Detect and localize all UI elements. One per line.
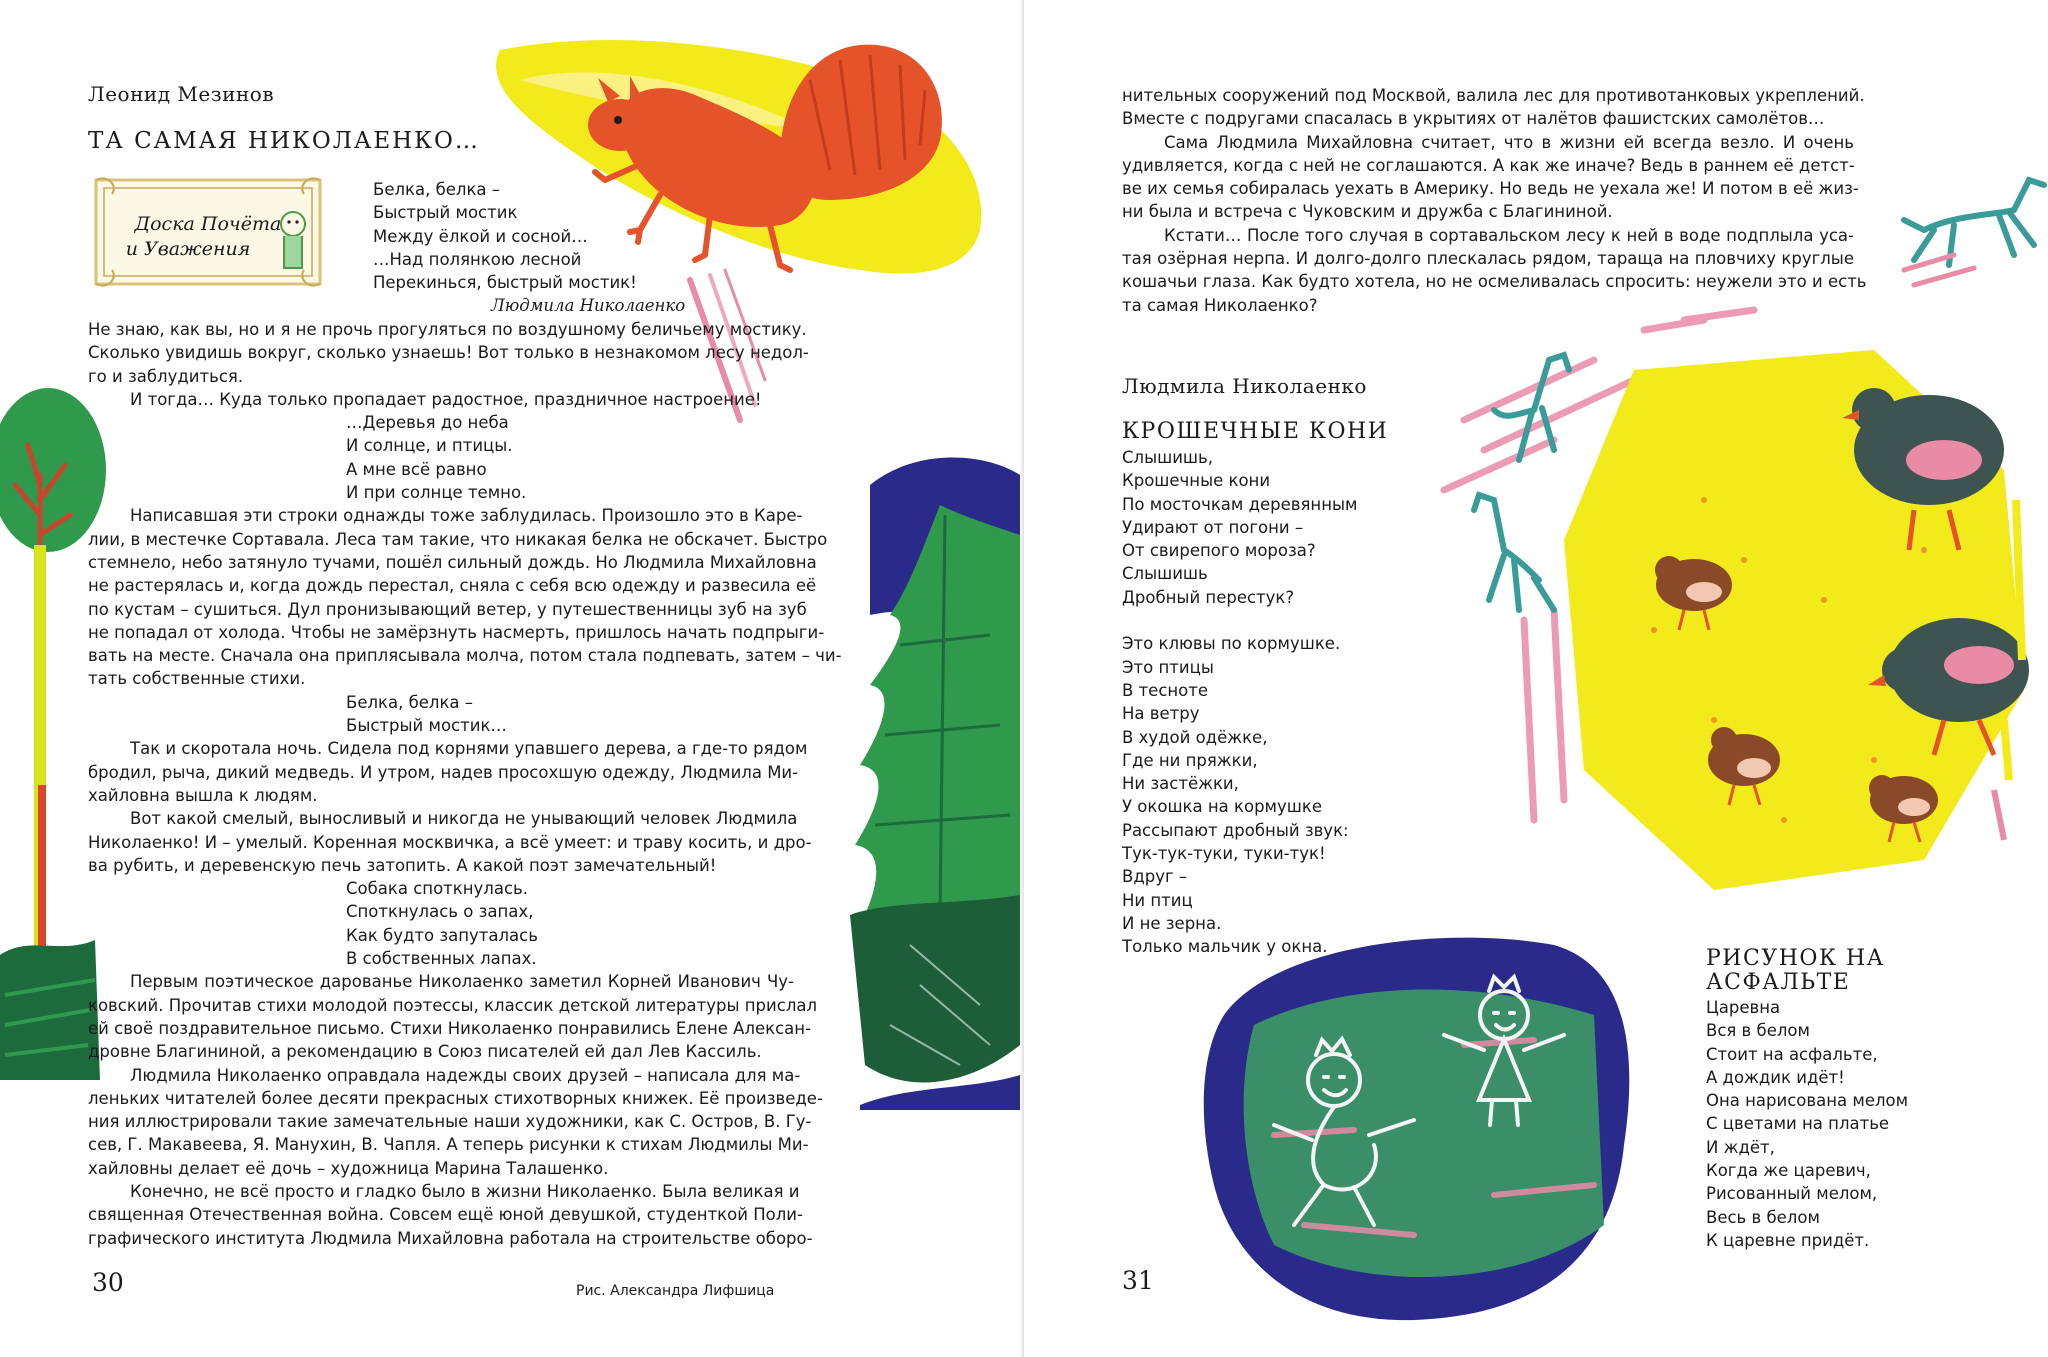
text-line: Так и скоротала ночь. Сидела под корнями упавшего дерева, а где-то рядом xyxy=(130,739,808,759)
poem-line: Ни застёжки, xyxy=(1122,774,1239,794)
poem-line: Рассыпают дробный звук: xyxy=(1122,820,1349,840)
text-line: Сколько увидишь вокруг, сколько узнаешь! Вот только в незнакомом лесу недол- xyxy=(88,343,809,363)
text-line: бродил, рыча, дикий медведь. И утром, надев просохшую одежду, Людмила Ми- xyxy=(88,762,799,782)
honor-board-badge xyxy=(88,172,328,292)
text-line: Не знаю, как вы, но и я не прочь прогуляться по воздушному беличьему мостику. xyxy=(88,320,807,339)
poem-asphalt-drawing xyxy=(1706,996,1908,1252)
quoted-poem-line: А мне всё равно xyxy=(346,459,487,479)
poem-line: Это клювы по кормушке. xyxy=(1122,634,1341,654)
article-body-continued xyxy=(1122,84,1867,317)
birds-feeder-illustration xyxy=(1404,300,2029,910)
text-line: хайловны делает её дочь – художница Марина Талашенко. xyxy=(88,1158,609,1178)
text-line: Вот какой смелый, выносливый и никогда не унывающий человек Людмила xyxy=(130,809,798,829)
right-page xyxy=(1024,0,2048,1357)
text-line: не растерялась и, когда дождь перестал, сняла с себя всю одежду и развесила её xyxy=(88,576,817,596)
epigraph-line: Белка, белка – xyxy=(373,180,501,199)
poem-line: К царевне придёт. xyxy=(1706,1230,1870,1250)
dark-undergrowth xyxy=(850,895,1020,1082)
text-line: Написавшая эти строки однажды тоже заблудилась. Произошло это в Каре- xyxy=(130,506,803,526)
text-line: Сама Людмила Михайловна считает, что в жизни ей всегда везло. И очень xyxy=(1164,132,1854,152)
epigraph-line: Между ёлкой и сосной… xyxy=(373,226,588,246)
page-number: 30 xyxy=(92,1268,124,1297)
text-line: лии, в местечке Сортавала. Леса там такие, что никакая белка не обскачет. Быстро xyxy=(88,529,828,549)
text-line: Кстати… После того случая в сортавальском лесу к ней в воде подплыла уса- xyxy=(1164,225,1854,245)
text-line: сев, Г. Макавеева, Я. Манухин, В. Чапля. А теперь рисунки к стихам Людмилы Ми- xyxy=(88,1135,809,1155)
text-line: не попадал от холода. Чтобы не замёрзнуть насмерть, пришлось начать подпрыги- xyxy=(88,622,825,642)
poem-line xyxy=(1122,609,1357,632)
article-title: ТА САМАЯ НИКОЛАЕНКО… xyxy=(88,128,480,154)
quoted-poem-line: И солнце, и птицы. xyxy=(346,436,513,456)
text-line: ва рубить, и деревенскую печь затопить. А какой поэт замечательный! xyxy=(88,855,717,875)
text-line: Людмила Николаенко оправдала надежды своих друзей – написала для ма- xyxy=(130,1065,801,1085)
honor-board-line-2: и Уважения xyxy=(125,238,251,260)
text-line: тать собственные стихи. xyxy=(88,669,306,689)
poem-line: Это птицы xyxy=(1122,657,1214,677)
quoted-poem-line: Быстрый мостик… xyxy=(346,716,507,736)
honor-board-line-1: Доска Почёта xyxy=(134,213,282,235)
poem-title-asphalt-drawing xyxy=(1706,947,1885,995)
quoted-poem-line: Как будто запуталась xyxy=(346,925,538,945)
text-line: удивляется, когда с ней не соглашаются. А как же иначе? Ведь в раннем её детст- xyxy=(1122,155,1855,175)
text-line: кошачьи глаза. Как будто хотела, но не осмеливалась спросить: неужели это и есть xyxy=(1122,272,1867,292)
poem-line: На ветру xyxy=(1122,704,1200,724)
quoted-poem-line: В собственных лапах. xyxy=(346,949,537,969)
poem-line: И ждёт, xyxy=(1706,1137,1775,1157)
epigraph-line: …Над полянкою лесной xyxy=(373,249,582,269)
poem-line: Когда же царевич, xyxy=(1706,1161,1871,1181)
poem-line: Рисованный мелом, xyxy=(1706,1184,1878,1204)
article-body xyxy=(88,318,842,1250)
poem-line: Где ни пряжки, xyxy=(1122,750,1258,770)
text-line: Первым поэтическое дарованье Николаенко заметил Корней Иванович Чу- xyxy=(130,972,794,992)
poem-line: В худой одёжке, xyxy=(1122,727,1268,747)
text-line: ния иллюстрировали такие замечательные наши художники, как С. Остров, В. Гу- xyxy=(88,1112,812,1132)
poem-line: Вдруг – xyxy=(1122,867,1188,887)
poem-line: Весь в белом xyxy=(1706,1207,1820,1227)
text-line: ни была и встреча с Чуковским и дружба с Благининой. xyxy=(1122,202,1613,222)
text-line: та самая Николаенко? xyxy=(1122,295,1318,315)
poem-title-line: РИСУНОК НА xyxy=(1706,946,1885,971)
text-line: Конечно, не всё просто и гладко было в жизни Николаенко. Была великая и xyxy=(130,1181,800,1201)
poem-line: Стоит на асфальте, xyxy=(1706,1044,1878,1064)
poem-line: С цветами на платье xyxy=(1706,1114,1890,1134)
text-line: ей своё поздравительное письмо. Стихи Николаенко понравились Елене Алексан- xyxy=(88,1018,812,1038)
poem-line: Только мальчик у окна. xyxy=(1122,937,1328,957)
quoted-poem-line: …Деревья до неба xyxy=(346,413,509,433)
poem-line: Удирают от погони – xyxy=(1122,517,1304,537)
text-line: ковский. Прочитав стихи молодой поэтессы, классик детской литературы прислал xyxy=(88,995,818,1015)
quoted-poem-line: Споткнулась о запах, xyxy=(346,902,534,922)
quoted-poem-line: И при солнце темно. xyxy=(346,483,527,503)
article-author: Леонид Мезинов xyxy=(88,82,275,106)
poem-title-line: АСФАЛЬТЕ xyxy=(1706,970,1851,995)
text-line: Вместе с подругами спасалась в укрытиях от налётов фашистских самолётов… xyxy=(1122,109,1825,129)
poet-name: Людмила Николаенко xyxy=(1122,374,1367,398)
poem-line: Слышишь xyxy=(1122,564,1208,584)
text-line: вать на месте. Сначала она приплясывала молча, потом стала подпевать, затем – чи- xyxy=(88,646,842,666)
poem-line: А дождик идёт! xyxy=(1706,1067,1845,1087)
poem-line: От свирепого мороза? xyxy=(1122,541,1316,561)
quoted-poem-line: Собака споткнулась. xyxy=(346,879,529,899)
text-line: хайловна вышла к людям. xyxy=(88,785,318,805)
horse-top-illustration xyxy=(1894,160,2048,290)
poem-line: Царевна xyxy=(1706,998,1781,1017)
text-line: Николаенко! И – умелый. Коренная москвичка, а всё умеет: и траву косить, и дро- xyxy=(88,832,812,852)
poem-line: Ни птиц xyxy=(1122,890,1193,910)
text-line: ве их семья собиралась уехать в Америку. Но ведь не уехала же! И потом в её жиз- xyxy=(1122,179,1859,199)
epigraph-author: Людмила Николаенко xyxy=(491,296,686,316)
epigraph-line: Быстрый мостик xyxy=(373,203,518,223)
page-number: 31 xyxy=(1122,1266,1154,1295)
poem-line: Вся в белом xyxy=(1706,1021,1810,1041)
poem-line: Слышишь, xyxy=(1122,448,1213,467)
text-line: тая озёрная нерпа. И долго-долго плескалась рядом, тараща на пловчиху круглые xyxy=(1122,249,1854,269)
text-line: стемнело, небо затянуло тучами, пошёл сильный дождь. Но Людмила Михайловна xyxy=(88,552,817,572)
text-line: И тогда… Куда только пропадает радостное, праздничное настроение! xyxy=(130,389,762,409)
text-line: дровне Благининой, а рекомендацию в Союз писателей ей дал Лев Кассиль. xyxy=(88,1042,762,1062)
text-line: го и заблудиться. xyxy=(88,366,244,386)
quoted-poem-line: Белка, белка – xyxy=(346,692,474,712)
epigraph-line: Перекинься, быстрый мостик! xyxy=(373,273,637,293)
poem-tiny-horses xyxy=(1122,446,1357,959)
poem-line: Она нарисована мелом xyxy=(1706,1091,1909,1111)
poem-line: По мосточкам деревянным xyxy=(1122,494,1358,514)
text-line: леньких читателей более десяти прекрасных стихотворных книжек. Её произведе- xyxy=(88,1088,823,1108)
poem-line: У окошка на кормушке xyxy=(1122,797,1322,817)
poem-line: И не зерна. xyxy=(1122,913,1222,933)
text-line: по кустам – сушиться. Дул пронизывающий ветер, у путешественницы зуб на зуб xyxy=(88,599,807,619)
poem-line: В тесноте xyxy=(1122,680,1209,700)
epigraph xyxy=(373,178,685,318)
asphalt-drawing-illustration xyxy=(1194,925,1639,1325)
horse-icon xyxy=(1904,180,2044,265)
text-line: нительных сооружений под Москвой, валила лес для противотанковых укреплений. xyxy=(1122,86,1865,105)
horse-icon xyxy=(1494,355,1569,460)
illustration-credit: Рис. Александра Лифшица xyxy=(576,1283,775,1299)
text-line: священная Отечественная война. Совсем ещё юной девушкой, студенткой Поли- xyxy=(88,1205,803,1225)
text-line: графического института Людмила Михайловна работала на строительстве оборо- xyxy=(88,1228,813,1248)
horse-icon xyxy=(1474,495,1554,610)
poem-line: Крошечные кони xyxy=(1122,471,1271,491)
poem-title-tiny-horses: КРОШЕЧНЫЕ КОНИ xyxy=(1122,419,1389,444)
poem-line: Тук-тук-туки, туки-тук! xyxy=(1122,844,1326,864)
spruce-illustration xyxy=(850,445,1025,1110)
poem-line: Дробный перестук? xyxy=(1122,587,1295,607)
